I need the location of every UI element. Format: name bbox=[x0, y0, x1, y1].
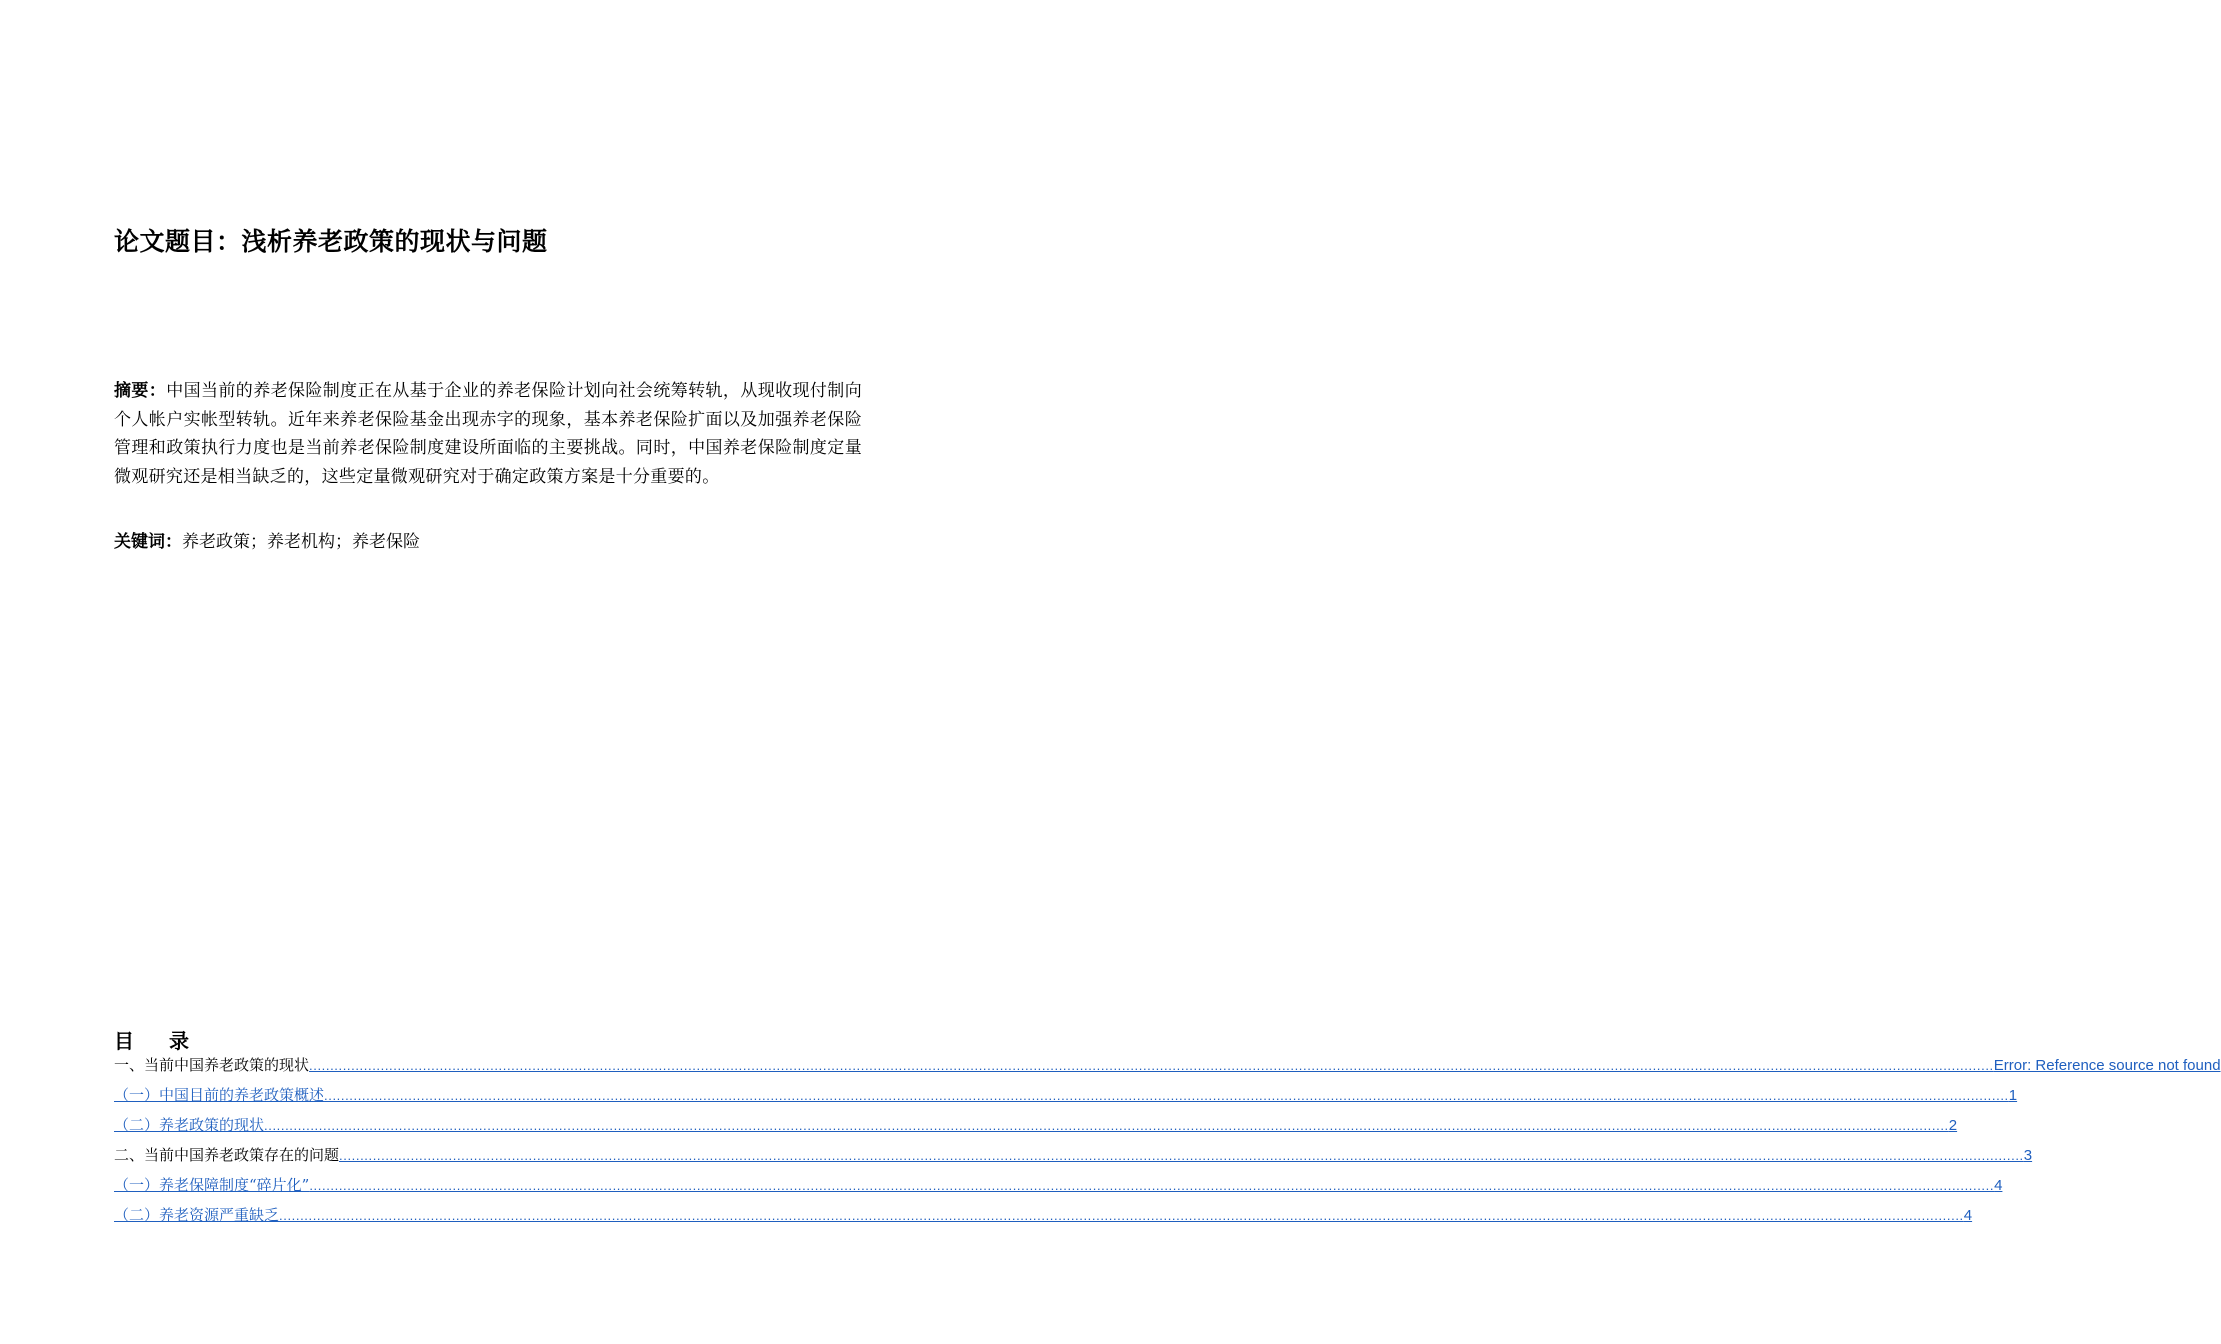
toc-entry-page[interactable]: Error: Reference source not found bbox=[1993, 1057, 2221, 1074]
abstract-label: 摘要： bbox=[114, 381, 167, 401]
toc-dot-leader: ................................................................................................................................................................................................................................................................................................................................................................................................................ bbox=[279, 1208, 1964, 1223]
toc-dot-leader: ................................................................................................................................................................................................................................................................................................................................................................................................................ bbox=[309, 1178, 1995, 1193]
keywords-label: 关键词： bbox=[114, 532, 182, 552]
abstract-paragraph bbox=[114, 377, 862, 491]
toc-entry-page[interactable]: 3 bbox=[2023, 1147, 2033, 1164]
toc-dot-leader: ................................................................................................................................................................................................................................................................................................................................................................................................................ bbox=[264, 1118, 1949, 1133]
toc-dot-leader: ................................................................................................................................................................................................................................................................................................................................................................................................................ bbox=[339, 1148, 2024, 1163]
toc-entry-label[interactable]: 一、当前中国养老政策的现状 bbox=[114, 1056, 310, 1074]
toc-entry-label[interactable]: 二、当前中国养老政策存在的问题 bbox=[114, 1146, 340, 1164]
toc-entry-label[interactable]: （二）养老资源严重缺乏 bbox=[114, 1206, 280, 1224]
toc-entry[interactable] bbox=[114, 1050, 2221, 1080]
toc-dot-leader: ................................................................................................................................................................................................................................................................................................................................................................................................................ bbox=[324, 1088, 2009, 1103]
toc-entry-page[interactable]: 4 bbox=[1963, 1207, 1973, 1224]
toc-dot-leader: ................................................................................................................................................................................................................................................................................................................................................................................................................ bbox=[309, 1058, 1994, 1073]
toc-entry-page[interactable]: 1 bbox=[2008, 1087, 2018, 1104]
toc-entry[interactable] bbox=[114, 1140, 2033, 1170]
toc-entry-label[interactable]: （一）中国目前的养老政策概述 bbox=[114, 1086, 325, 1104]
toc-entry[interactable] bbox=[114, 1080, 2018, 1110]
toc-entry-label[interactable]: （二）养老政策的现状 bbox=[114, 1116, 265, 1134]
toc-entry[interactable] bbox=[114, 1110, 1958, 1140]
toc-entry-page[interactable]: 2 bbox=[1948, 1117, 1958, 1134]
keywords-text: 养老政策；养老机构；养老保险 bbox=[182, 532, 420, 552]
toc-entry[interactable] bbox=[114, 1200, 1973, 1230]
keywords-line bbox=[114, 528, 420, 556]
paper-title: 论文题目：浅析养老政策的现状与问题 bbox=[114, 227, 548, 256]
toc-heading: 目 录 bbox=[114, 1029, 203, 1053]
toc-entry[interactable] bbox=[114, 1170, 2003, 1200]
toc-entry-page[interactable]: 4 bbox=[1994, 1177, 2003, 1194]
toc-entry-label[interactable]: （一）养老保障制度“碎片化” bbox=[114, 1176, 310, 1194]
table-of-contents bbox=[114, 1050, 2221, 1230]
abstract-text: 中国当前的养老保险制度正在从基于企业的养老保险计划向社会统筹转轨，从现收现付制向个人帐户实帐型转轨。近年来养老保险基金出现赤字的现象，基本养老保险扩面以及加强养老保险管理和政策执行力度也是当前养老保险制度建设所面临的主要挑战。同时，中国养老保险制度定量微观研究还是相当缺乏的，这些定量微观研究对于确定政策方案是十分重要的。 bbox=[114, 381, 863, 487]
